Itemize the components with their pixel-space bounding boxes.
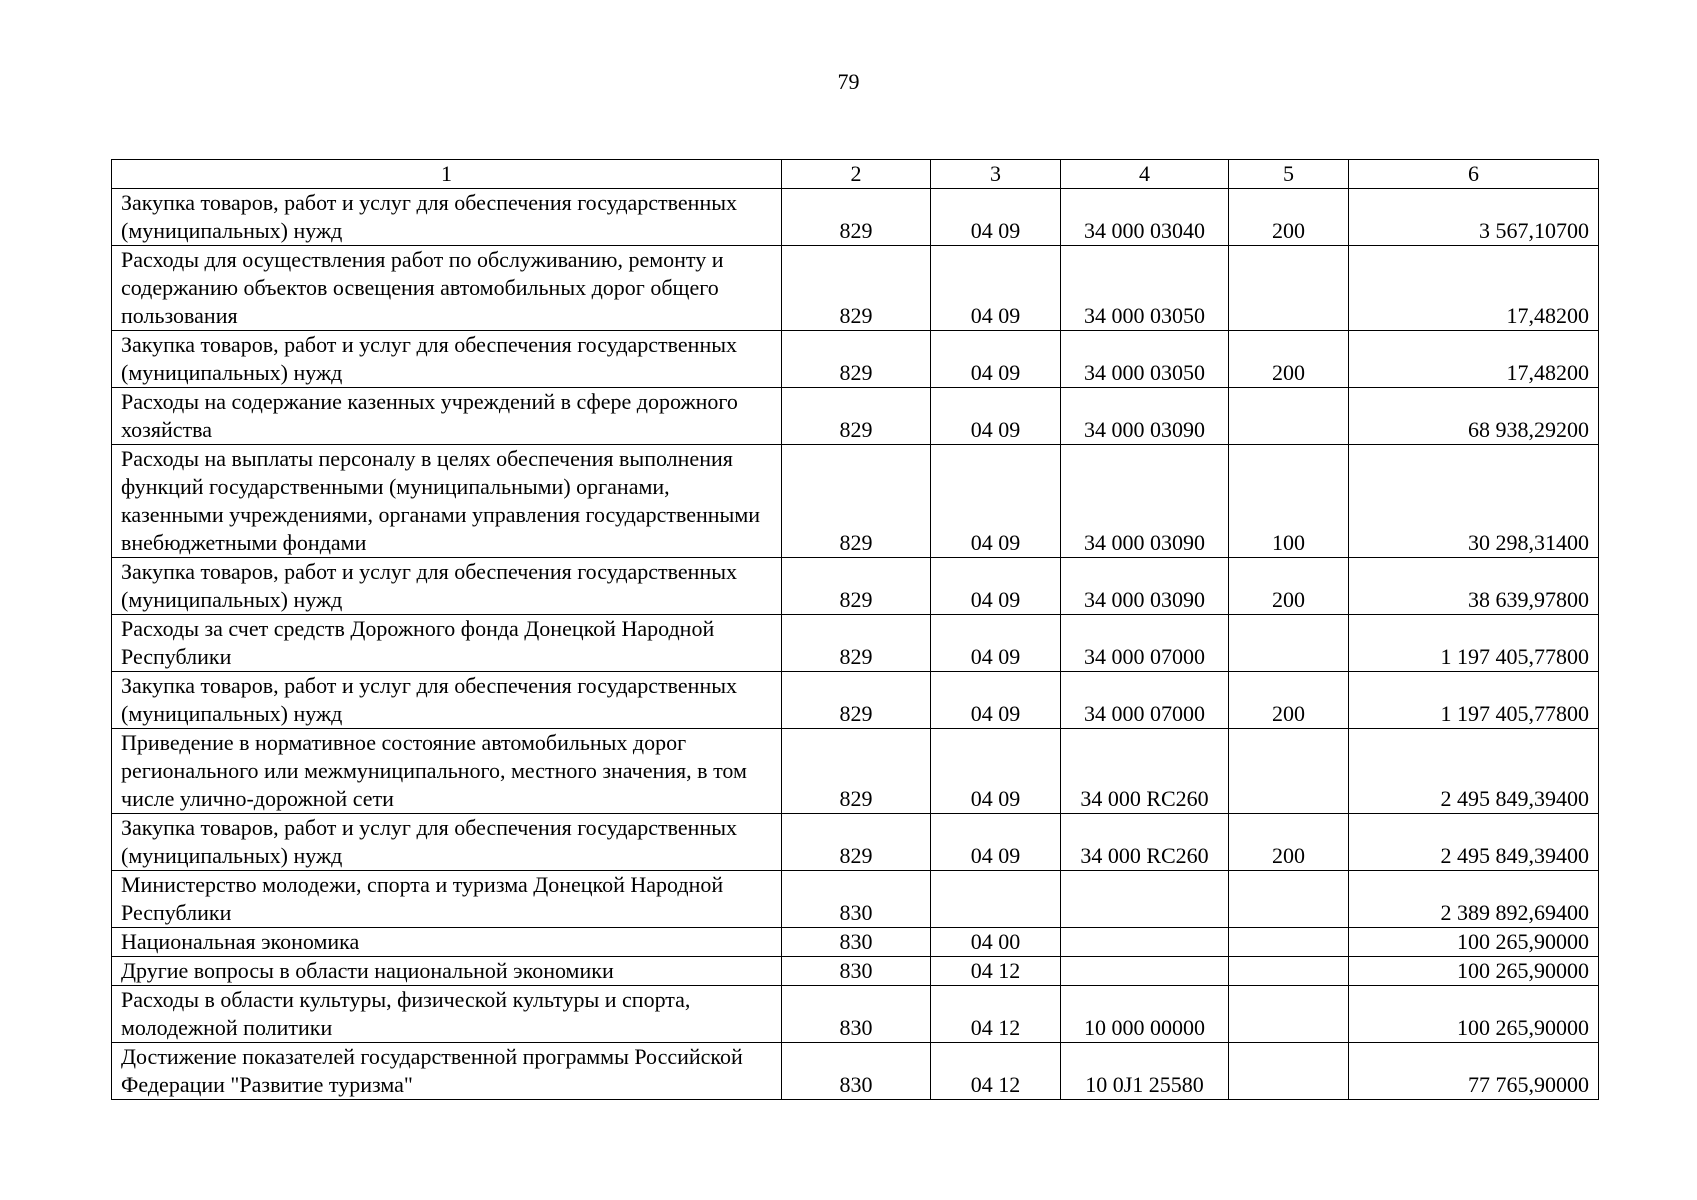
column-number-row: [112, 160, 1599, 189]
row-expense-type-cell: 200: [1229, 189, 1349, 246]
row-expense-type-cell: [1229, 729, 1349, 814]
table-row: [112, 957, 1599, 986]
row-section-cell: 04 09: [931, 558, 1061, 615]
column-header: 2: [782, 160, 931, 189]
table-row: [112, 729, 1599, 814]
row-name-cell: Расходы на выплаты персоналу в целях обеспечения выполнения функций государственными (муниципальными) органами, казенными учреждениями, органами управления государственными внебюджетными фондами: [112, 445, 782, 558]
row-amount-cell: 77 765,90000: [1349, 1043, 1599, 1100]
table-row: [112, 189, 1599, 246]
row-expense-type-cell: 200: [1229, 814, 1349, 871]
table-row: [112, 986, 1599, 1043]
row-expense-type-cell: [1229, 388, 1349, 445]
row-target-article-cell: 10 000 00000: [1061, 986, 1229, 1043]
row-target-article-cell: 34 000 03090: [1061, 388, 1229, 445]
table-row: [112, 672, 1599, 729]
row-target-article-cell: 34 000 RC260: [1061, 814, 1229, 871]
table-row: [112, 558, 1599, 615]
row-amount-cell: 68 938,29200: [1349, 388, 1599, 445]
row-ved-cell: 830: [782, 957, 931, 986]
row-target-article-cell: 34 000 07000: [1061, 672, 1229, 729]
row-ved-cell: 829: [782, 331, 931, 388]
row-section-cell: 04 09: [931, 246, 1061, 331]
table-row: [112, 814, 1599, 871]
row-name-cell: Расходы для осуществления работ по обслуживанию, ремонту и содержанию объектов освещения автомобильных дорог общего пользования: [112, 246, 782, 331]
row-amount-cell: 100 265,90000: [1349, 957, 1599, 986]
row-ved-cell: 829: [782, 388, 931, 445]
row-name-cell: Достижение показателей государственной программы Российской Федерации "Развитие туризма": [112, 1043, 782, 1100]
row-expense-type-cell: [1229, 246, 1349, 331]
table-row: [112, 871, 1599, 928]
row-name-cell: Закупка товаров, работ и услуг для обеспечения государственных (муниципальных) нужд: [112, 558, 782, 615]
row-ved-cell: 830: [782, 871, 931, 928]
row-target-article-cell: [1061, 871, 1229, 928]
row-amount-cell: 100 265,90000: [1349, 986, 1599, 1043]
row-expense-type-cell: [1229, 986, 1349, 1043]
row-target-article-cell: 10 0J1 25580: [1061, 1043, 1229, 1100]
table-row: [112, 445, 1599, 558]
row-expense-type-cell: 200: [1229, 672, 1349, 729]
row-expense-type-cell: [1229, 871, 1349, 928]
row-target-article-cell: 34 000 03050: [1061, 246, 1229, 331]
row-section-cell: 04 09: [931, 672, 1061, 729]
row-ved-cell: 829: [782, 615, 931, 672]
table-row: [112, 928, 1599, 957]
row-amount-cell: 2 495 849,39400: [1349, 729, 1599, 814]
row-ved-cell: 829: [782, 445, 931, 558]
row-name-cell: Закупка товаров, работ и услуг для обеспечения государственных (муниципальных) нужд: [112, 331, 782, 388]
row-amount-cell: 30 298,31400: [1349, 445, 1599, 558]
column-header: 5: [1229, 160, 1349, 189]
row-ved-cell: 830: [782, 986, 931, 1043]
row-amount-cell: 38 639,97800: [1349, 558, 1599, 615]
row-section-cell: 04 09: [931, 615, 1061, 672]
row-expense-type-cell: 100: [1229, 445, 1349, 558]
row-name-cell: Национальная экономика: [112, 928, 782, 957]
row-ved-cell: 829: [782, 814, 931, 871]
row-ved-cell: 829: [782, 729, 931, 814]
row-target-article-cell: 34 000 RC260: [1061, 729, 1229, 814]
row-target-article-cell: [1061, 957, 1229, 986]
row-section-cell: 04 09: [931, 729, 1061, 814]
row-section-cell: 04 09: [931, 331, 1061, 388]
row-amount-cell: 1 197 405,77800: [1349, 615, 1599, 672]
table-row: [112, 1043, 1599, 1100]
row-target-article-cell: 34 000 03050: [1061, 331, 1229, 388]
row-expense-type-cell: [1229, 928, 1349, 957]
column-header: 3: [931, 160, 1061, 189]
row-name-cell: Расходы в области культуры, физической культуры и спорта, молодежной политики: [112, 986, 782, 1043]
row-target-article-cell: 34 000 03040: [1061, 189, 1229, 246]
table-row: [112, 246, 1599, 331]
row-expense-type-cell: [1229, 615, 1349, 672]
row-section-cell: 04 12: [931, 1043, 1061, 1100]
row-section-cell: [931, 871, 1061, 928]
column-header: 4: [1061, 160, 1229, 189]
row-section-cell: 04 09: [931, 445, 1061, 558]
row-expense-type-cell: 200: [1229, 558, 1349, 615]
row-target-article-cell: 34 000 07000: [1061, 615, 1229, 672]
row-name-cell: Расходы за счет средств Дорожного фонда Донецкой Народной Республики: [112, 615, 782, 672]
row-section-cell: 04 09: [931, 388, 1061, 445]
row-ved-cell: 830: [782, 1043, 931, 1100]
row-name-cell: Другие вопросы в области национальной экономики: [112, 957, 782, 986]
row-ved-cell: 829: [782, 558, 931, 615]
row-section-cell: 04 09: [931, 814, 1061, 871]
row-target-article-cell: [1061, 928, 1229, 957]
page-number: 79: [837, 69, 860, 94]
row-amount-cell: 2 389 892,69400: [1349, 871, 1599, 928]
row-amount-cell: 1 197 405,77800: [1349, 672, 1599, 729]
table-row: [112, 615, 1599, 672]
row-amount-cell: 100 265,90000: [1349, 928, 1599, 957]
row-name-cell: Приведение в нормативное состояние автомобильных дорог регионального или межмуниципального, местного значения, в том числе улично-дорожной сети: [112, 729, 782, 814]
row-name-cell: Министерство молодежи, спорта и туризма Донецкой Народной Республики: [112, 871, 782, 928]
column-header: 6: [1349, 160, 1599, 189]
row-amount-cell: 3 567,10700: [1349, 189, 1599, 246]
row-section-cell: 04 00: [931, 928, 1061, 957]
row-name-cell: Расходы на содержание казенных учреждений в сфере дорожного хозяйства: [112, 388, 782, 445]
row-ved-cell: 829: [782, 672, 931, 729]
row-expense-type-cell: [1229, 1043, 1349, 1100]
row-amount-cell: 17,48200: [1349, 246, 1599, 331]
row-name-cell: Закупка товаров, работ и услуг для обеспечения государственных (муниципальных) нужд: [112, 672, 782, 729]
row-ved-cell: 830: [782, 928, 931, 957]
table-row: [112, 331, 1599, 388]
row-target-article-cell: 34 000 03090: [1061, 558, 1229, 615]
row-name-cell: Закупка товаров, работ и услуг для обеспечения государственных (муниципальных) нужд: [112, 189, 782, 246]
row-expense-type-cell: [1229, 957, 1349, 986]
row-target-article-cell: 34 000 03090: [1061, 445, 1229, 558]
column-header: 1: [112, 160, 782, 189]
budget-table: [111, 159, 1599, 1100]
row-section-cell: 04 12: [931, 986, 1061, 1043]
row-ved-cell: 829: [782, 189, 931, 246]
row-ved-cell: 829: [782, 246, 931, 331]
row-expense-type-cell: 200: [1229, 331, 1349, 388]
table-row: [112, 388, 1599, 445]
row-section-cell: 04 09: [931, 189, 1061, 246]
row-section-cell: 04 12: [931, 957, 1061, 986]
row-amount-cell: 17,48200: [1349, 331, 1599, 388]
row-amount-cell: 2 495 849,39400: [1349, 814, 1599, 871]
row-name-cell: Закупка товаров, работ и услуг для обеспечения государственных (муниципальных) нужд: [112, 814, 782, 871]
